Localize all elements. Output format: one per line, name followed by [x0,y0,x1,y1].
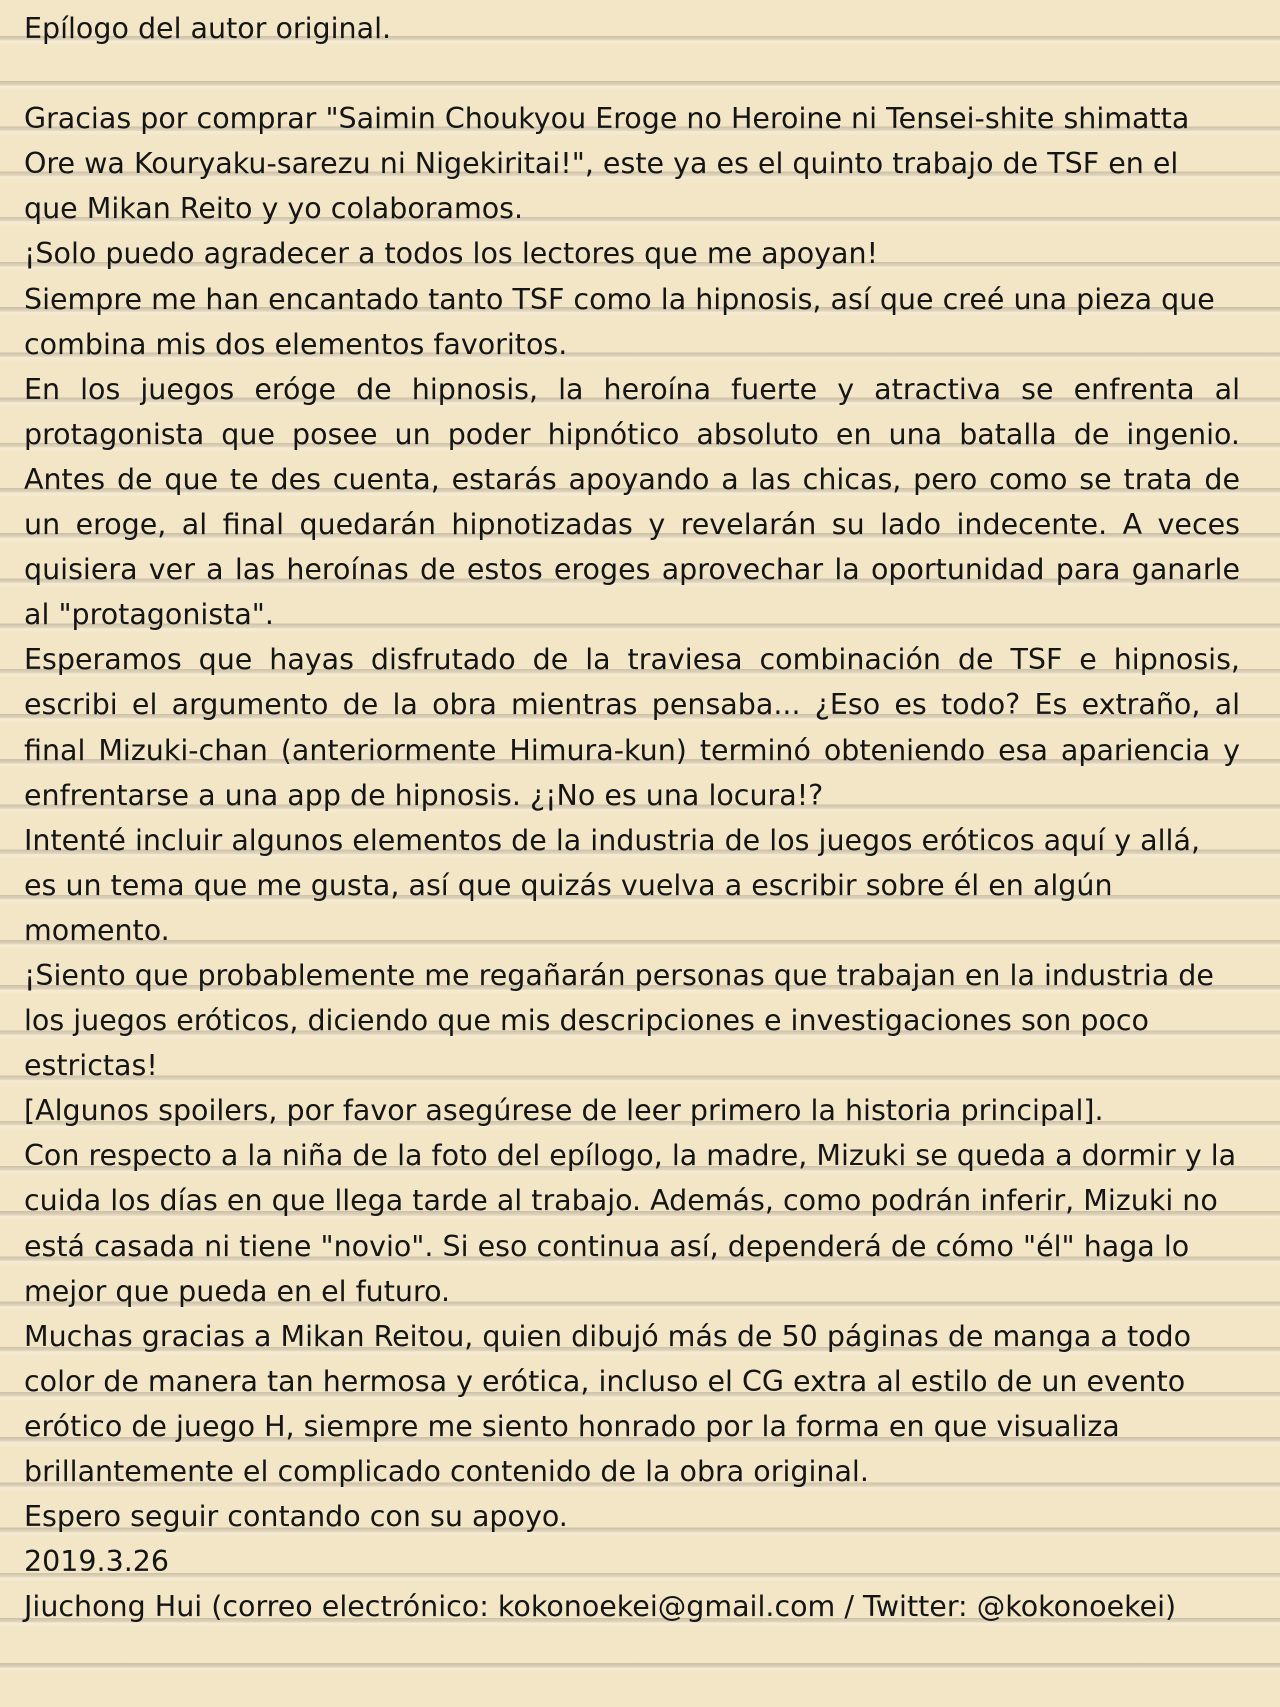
paragraph-spoiler-warning: [Algunos spoilers, por favor asegúrese de leer primero la historia principal]. [24,1094,1104,1128]
paragraph-closing: Espero seguir contando con su apoyo. [24,1500,568,1534]
paragraph-industry: Intenté incluir algunos elementos de la industria de los juegos eróticos aquí y allá, es un tema que me gusta, así que quizás vuelva a escribir sobre él en algún momento. [24,823,1201,947]
author-signature: Jiuchong Hui (correo electrónico: kokonoekei@gmail.com / Twitter: @kokonoekei) [24,1590,1177,1624]
paragraph-combination: Esperamos que hayas disfrutado de la traviesa combinación de TSF e hipnosis, escribi el argumento de la obra mientras pensaba... ¿Eso es todo? Es extraño, al final Mizuki-chan (anteriormente Himura-kun) terminó obteniendo esa apariencia y enfrentarse a una app de hipnosis. ¿¡No es una locura!? [24,643,1240,812]
paragraph-epilogue-photo: Con respecto a la niña de la foto del epílogo, la madre, Mizuki se queda a dormir y la cuida los días en que llega tarde al trabajo. Además, como podrán inferir, Mizuki no está casada ni tiene "novio". Si eso continua así, dependerá de cómo "él" haga lo mejor que pueda en el futuro. [24,1139,1237,1308]
paragraph-thanks: Gracias por comprar "Saimin Choukyou Eroge no Heroine ni Tensei-shite shimatta Ore wa Kouryaku-sarezu ni Nigekiritai!", este ya es el quinto trabajo de TSF en el que Mikan Reito y yo colaboramos. [24,102,1190,226]
blank-line [24,51,1240,96]
paragraph-illustrator-thanks: Muchas gracias a Mikan Reitou, quien dibujó más de 50 páginas de manga a todo color de manera tan hermosa y erótica, incluso el CG extra al estilo de un evento erótico de juego H, siempre me siento honrado por la forma en que visualiza brillantemente el complicado contenido de la obra original. [24,1319,1192,1488]
paragraph-gratitude: ¡Solo puedo agradecer a todos los lectores que me apoyan! [24,237,878,271]
paragraph-favorites: Siempre me han encantado tanto TSF como la hipnosis, así que creé una pieza que combina mis dos elementos favoritos. [24,282,1215,361]
paragraph-scolding: ¡Siento que probablemente me regañarán personas que trabajan en la industria de los juegos eróticos, diciendo que mis descripciones e investigaciones son poco estrictas! [24,958,1214,1083]
paragraph-hypnosis-games: En los juegos eróge de hipnosis, la heroína fuerte y atractiva se enfrenta al protagonista que posee un poder hipnótico absoluto en una batalla de ingenio. Antes de que te des cuenta, estarás apoyando a las chicas, pero como se trata de un eroge, al final quedarán hipnotizadas y revelarán su lado indecente. A veces quisiera ver a las heroínas de estos eroges aprovechar la oportunidad para ganarle al "protagonista". [24,372,1240,632]
date: 2019.3.26 [24,1545,170,1579]
page-title: Epílogo del autor original. [24,12,392,45]
